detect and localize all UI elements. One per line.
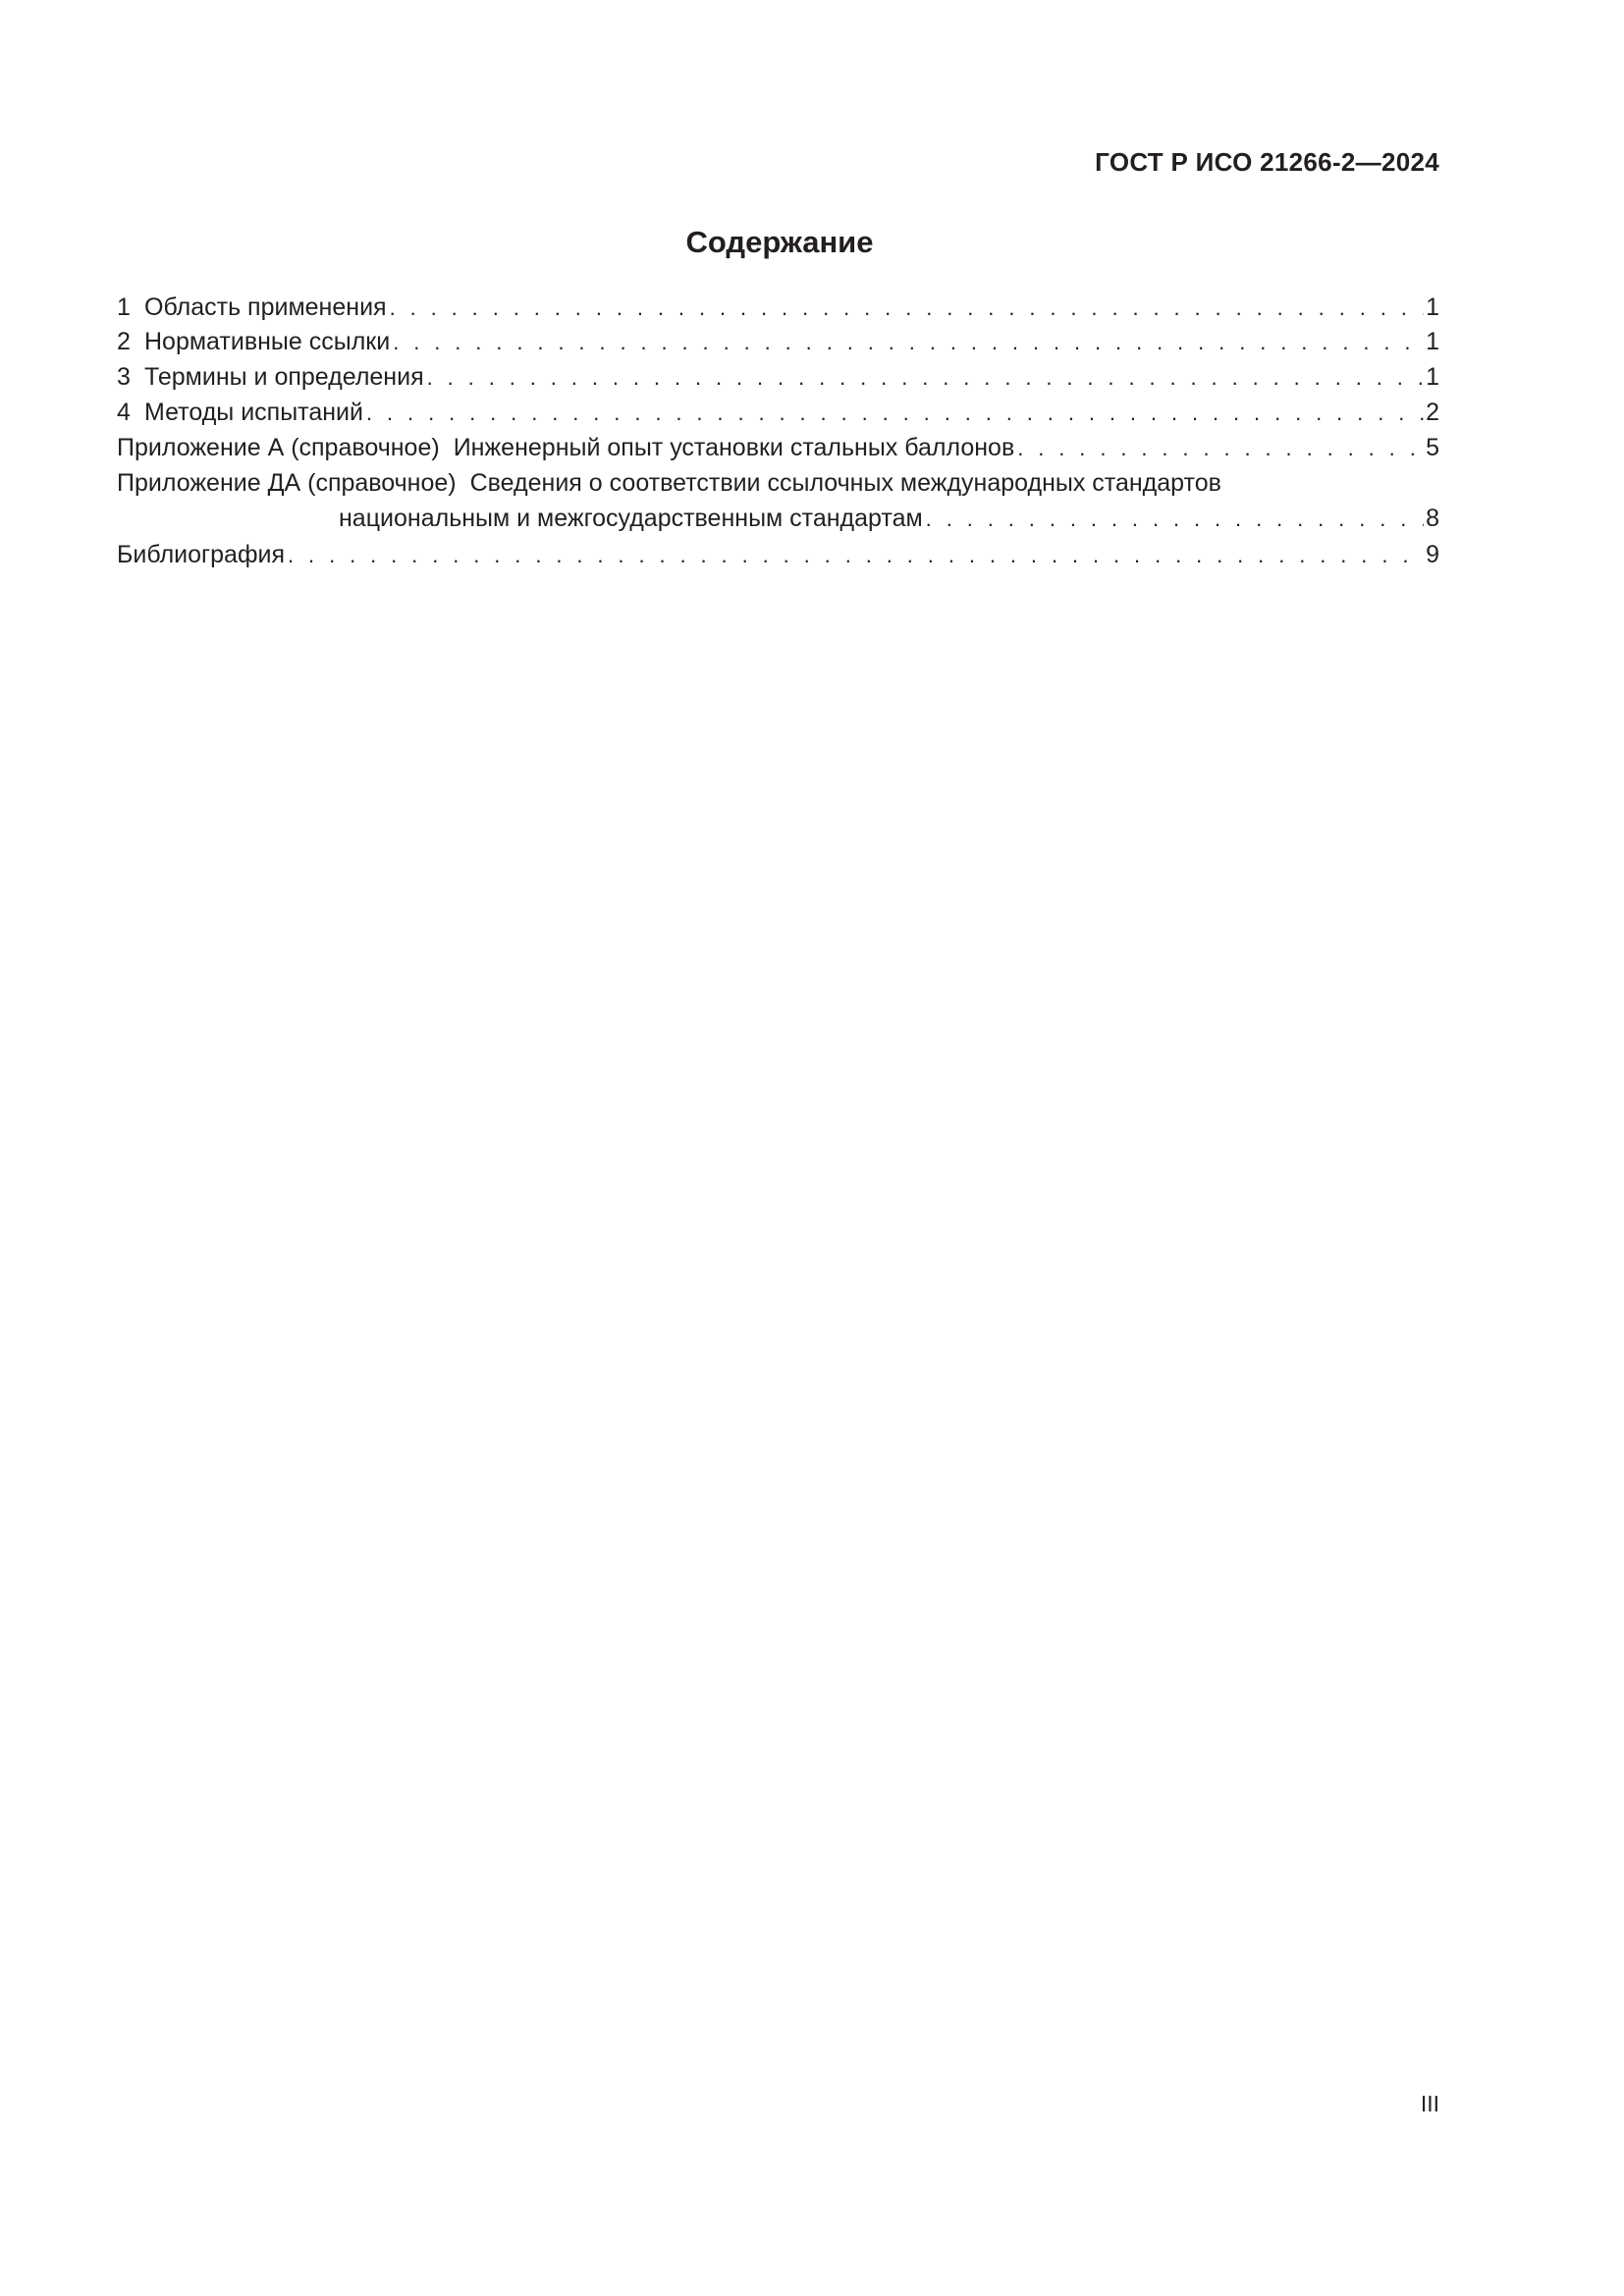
toc-entry-bibliography[interactable] <box>117 537 1439 572</box>
toc-entry-section-2[interactable] <box>117 324 1439 359</box>
dot-leader <box>288 538 1424 573</box>
toc-entry-section-4[interactable] <box>117 395 1439 430</box>
toc-page-number: 8 <box>1426 505 1439 532</box>
dot-leader <box>926 501 1424 537</box>
toc-page-number: 1 <box>1426 328 1439 355</box>
document-code: ГОСТ Р ИСО 21266-2—2024 <box>1095 147 1439 177</box>
toc-page-number: 9 <box>1426 541 1439 568</box>
toc-section-label: Область применения <box>144 294 387 321</box>
toc-section-label: Методы испытаний <box>144 399 363 426</box>
toc-page-number: 2 <box>1426 399 1439 426</box>
dot-leader <box>427 360 1424 396</box>
toc-appendix-label: Приложение ДА (справочное) <box>117 469 457 497</box>
dot-leader <box>393 325 1424 360</box>
toc-section-number: 1 <box>117 294 131 321</box>
toc-appendix-title: Инженерный опыт установки стальных баллонов <box>453 434 1015 461</box>
dot-leader <box>366 396 1424 431</box>
toc-entry-appendix-a[interactable] <box>117 430 1439 465</box>
toc-appendix-title-line-2: национальным и межгосударственным стандартам <box>339 505 923 532</box>
toc-entry-appendix-da-continuation[interactable] <box>117 501 1439 537</box>
toc-entry-section-1[interactable] <box>117 291 1439 324</box>
toc-entry-appendix-da[interactable] <box>117 465 1439 501</box>
toc-section-number: 2 <box>117 328 131 355</box>
dot-leader <box>390 292 1425 325</box>
toc-appendix-label: Приложение А (справочное) <box>117 434 440 461</box>
toc-section-label: Термины и определения <box>144 363 424 391</box>
toc-section-number: 4 <box>117 399 131 426</box>
toc-page-number: 1 <box>1426 363 1439 391</box>
dot-leader <box>1017 431 1424 466</box>
toc-appendix-title-line-1: Сведения о соответствии ссылочных международных стандартов <box>469 469 1221 497</box>
toc-entry-section-3[interactable] <box>117 359 1439 395</box>
toc-section-number: 3 <box>117 363 131 391</box>
toc-page-number: 5 <box>1426 434 1439 461</box>
toc-page-number: 1 <box>1426 294 1439 321</box>
toc-section-label: Нормативные ссылки <box>144 328 391 355</box>
page-number: III <box>1420 2091 1439 2116</box>
toc-title: Содержание <box>685 225 874 259</box>
toc-bibliography-label: Библиография <box>117 541 286 568</box>
table-of-contents <box>117 291 1439 572</box>
